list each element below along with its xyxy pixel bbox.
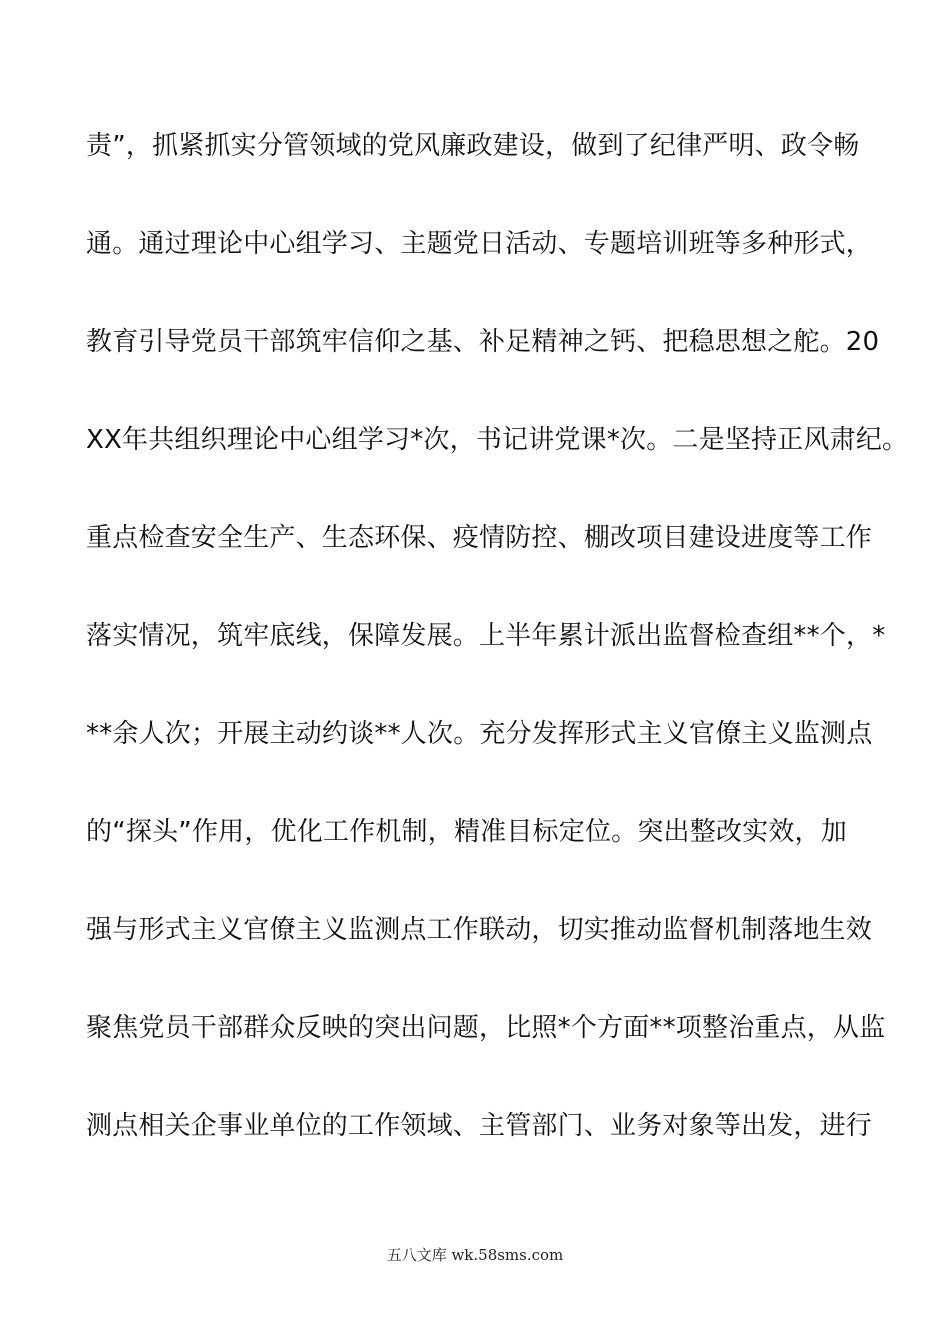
text-line: 落实情况，筑牢底线，保障发展。上半年累计派出监督检查组**个，* [86,621,886,651]
text-line: 通。通过理论中心组学习、主题党日活动、专题培训班等多种形式， [86,229,873,259]
text-line: 的“探头”作用，优化工作机制，精准目标定位。突出整改实效，加 [86,817,847,847]
footer-watermark: 五八文库 wk.58sms.com [386,1246,564,1264]
text-line: XX年共组织理论中心组学习*次，书记讲党课*次。二是坚持正风肃纪。 [86,425,909,455]
text-line: **余人次；开展主动约谈**人次。充分发挥形式主义官僚主义监测点 [86,719,873,749]
document-body [86,120,909,1198]
text-line: 教育引导党员干部筑牢信仰之基、补足精神之钙、把稳思想之舵。20 [86,327,880,357]
text-line: 聚焦党员干部群众反映的突出问题，比照*个方面**项整治重点，从监 [86,1013,886,1043]
text-line: 责”，抓紧抓实分管领域的党风廉政建设，做到了纪律严明、政令畅 [86,131,860,161]
text-line: 强与形式主义官僚主义监测点工作联动，切实推动监督机制落地生效 [86,915,873,945]
text-line: 测点相关企事业单位的工作领域、主管部门、业务对象等出发，进行 [86,1111,873,1141]
text-line: 重点检查安全生产、生态环保、疫情防控、棚改项目建设进度等工作 [86,523,873,553]
